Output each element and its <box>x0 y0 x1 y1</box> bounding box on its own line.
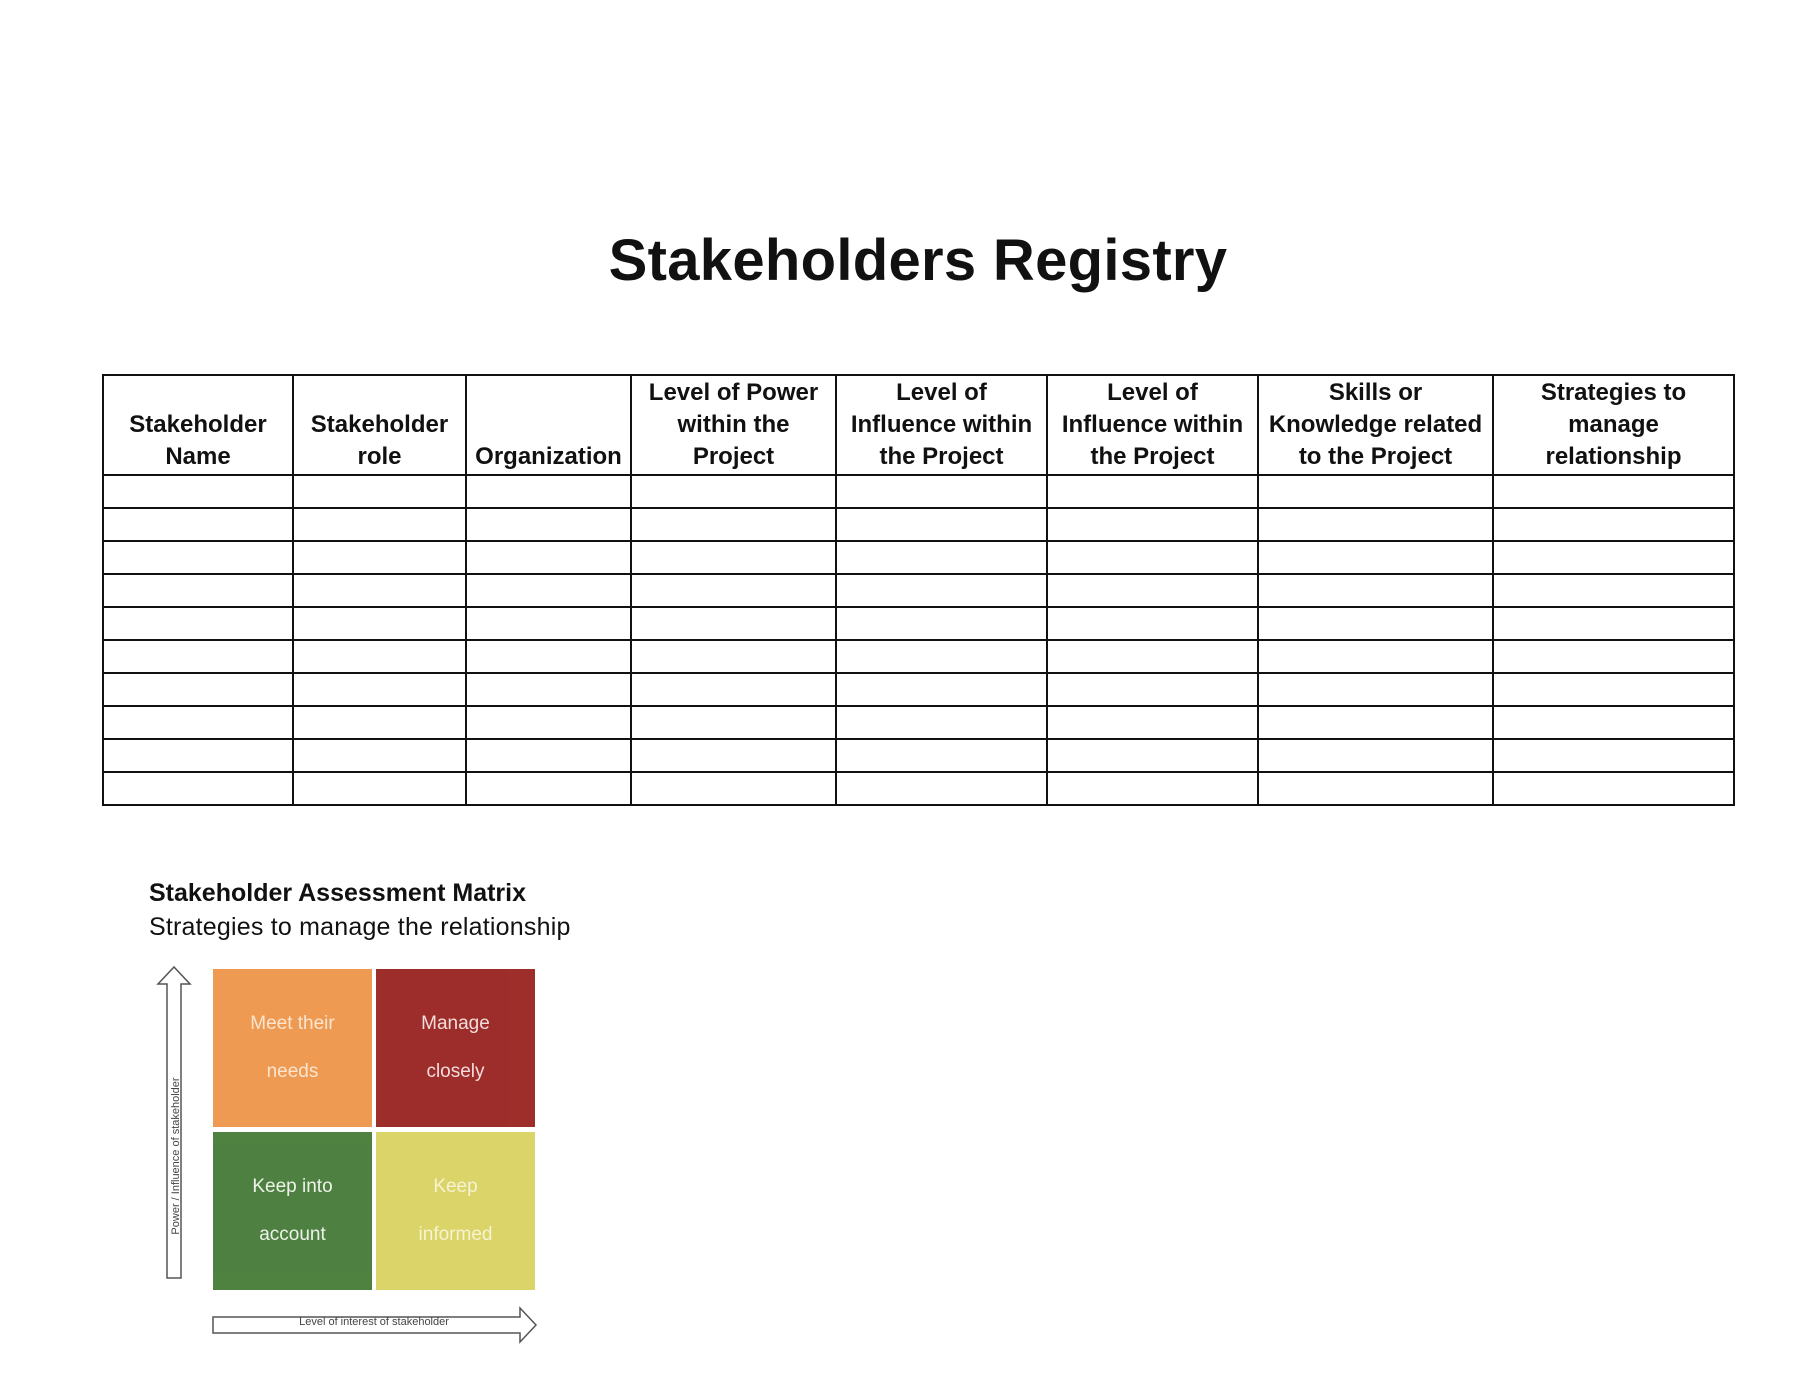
table-cell[interactable] <box>293 640 466 673</box>
header-line: Influence within <box>850 411 1033 438</box>
table-cell[interactable] <box>1258 574 1493 607</box>
table-cell[interactable] <box>1493 739 1734 772</box>
header-line: within the <box>677 411 790 438</box>
table-cell[interactable] <box>1258 640 1493 673</box>
table-cell[interactable] <box>103 772 293 805</box>
table-cell[interactable] <box>103 475 293 508</box>
table-cell[interactable] <box>631 508 836 541</box>
quadrant-label-line: needs <box>266 1061 319 1082</box>
table-cell[interactable] <box>103 607 293 640</box>
header-line: the Project <box>879 443 1004 470</box>
table-cell[interactable] <box>103 541 293 574</box>
table-row <box>103 706 1734 739</box>
table-cell[interactable] <box>293 574 466 607</box>
table-cell[interactable] <box>466 640 631 673</box>
table-cell[interactable] <box>466 706 631 739</box>
column-header-stakeholder-name <box>103 375 293 475</box>
table-cell[interactable] <box>836 640 1047 673</box>
table-cell[interactable] <box>103 739 293 772</box>
table-cell[interactable] <box>631 541 836 574</box>
header-line: Skills or <box>1328 379 1423 406</box>
table-cell[interactable] <box>293 739 466 772</box>
table-cell[interactable] <box>1047 640 1258 673</box>
table-cell[interactable] <box>631 475 836 508</box>
table-cell[interactable] <box>293 706 466 739</box>
table-cell[interactable] <box>1047 706 1258 739</box>
table-cell[interactable] <box>631 574 836 607</box>
table-cell[interactable] <box>293 475 466 508</box>
table-cell[interactable] <box>103 508 293 541</box>
table-cell[interactable] <box>631 739 836 772</box>
header-line: Influence within <box>1061 411 1244 438</box>
table-cell[interactable] <box>293 541 466 574</box>
table-cell[interactable] <box>1258 772 1493 805</box>
table-row <box>103 574 1734 607</box>
table-cell[interactable] <box>1493 640 1734 673</box>
quadrant-label-line: Manage <box>421 1013 490 1034</box>
header-line: Name <box>165 443 231 470</box>
matrix-subheading: Strategies to manage the relationship <box>149 913 571 941</box>
table-row <box>103 739 1734 772</box>
column-header-strategies <box>1493 375 1734 475</box>
table-row <box>103 607 1734 640</box>
table-cell[interactable] <box>1493 508 1734 541</box>
table-cell[interactable] <box>836 574 1047 607</box>
table-cell[interactable] <box>1047 607 1258 640</box>
table-cell[interactable] <box>1047 673 1258 706</box>
table-cell[interactable] <box>1493 475 1734 508</box>
header-line: Level of Power <box>648 379 819 406</box>
table-cell[interactable] <box>103 706 293 739</box>
quadrant-label-line: account <box>259 1224 326 1245</box>
table-cell[interactable] <box>466 475 631 508</box>
table-cell[interactable] <box>836 772 1047 805</box>
table-cell[interactable] <box>836 475 1047 508</box>
table-cell[interactable] <box>1047 574 1258 607</box>
table-cell[interactable] <box>836 739 1047 772</box>
matrix-heading: Stakeholder Assessment Matrix <box>149 879 527 907</box>
header-line: Stakeholder <box>310 411 449 438</box>
table-cell[interactable] <box>293 673 466 706</box>
table-row <box>103 508 1734 541</box>
header-line: manage <box>1568 411 1659 438</box>
table-cell[interactable] <box>1493 541 1734 574</box>
table-cell[interactable] <box>1493 673 1734 706</box>
header-line: Level of <box>1107 379 1198 406</box>
table-cell[interactable] <box>1047 475 1258 508</box>
table-cell[interactable] <box>631 673 836 706</box>
header-line: Project <box>692 443 775 470</box>
table-cell[interactable] <box>836 541 1047 574</box>
table-cell[interactable] <box>466 607 631 640</box>
quadrant-manage-closely <box>376 969 535 1127</box>
table-row <box>103 475 1734 508</box>
table-row <box>103 772 1734 805</box>
table-cell[interactable] <box>466 739 631 772</box>
quadrant-meet-their-needs <box>213 969 372 1127</box>
table-cell[interactable] <box>1047 739 1258 772</box>
table-cell[interactable] <box>293 772 466 805</box>
quadrant-label-line: Keep <box>433 1176 478 1197</box>
table-header-row <box>103 375 1734 475</box>
table-cell[interactable] <box>631 706 836 739</box>
quadrant-label-line: closely <box>426 1061 485 1082</box>
table-cell[interactable] <box>1047 508 1258 541</box>
table-row <box>103 673 1734 706</box>
table-cell[interactable] <box>1047 541 1258 574</box>
column-header-stakeholder-role <box>293 375 466 475</box>
table-cell[interactable] <box>466 574 631 607</box>
table-cell[interactable] <box>103 574 293 607</box>
table-cell[interactable] <box>293 508 466 541</box>
table-cell[interactable] <box>1258 607 1493 640</box>
table-cell[interactable] <box>631 607 836 640</box>
registry-table-body <box>103 475 1734 805</box>
column-header-organization <box>466 375 631 475</box>
table-cell[interactable] <box>1493 772 1734 805</box>
table-cell[interactable] <box>1493 706 1734 739</box>
table-cell[interactable] <box>466 673 631 706</box>
table-cell[interactable] <box>466 508 631 541</box>
table-cell[interactable] <box>466 772 631 805</box>
table-cell[interactable] <box>1258 508 1493 541</box>
table-cell[interactable] <box>1047 772 1258 805</box>
table-cell[interactable] <box>1493 607 1734 640</box>
quadrant-label-line: Keep into <box>252 1176 333 1197</box>
header-line: Knowledge related <box>1268 411 1483 438</box>
table-cell[interactable] <box>836 706 1047 739</box>
table-cell[interactable] <box>1258 475 1493 508</box>
header-line: Organization <box>475 443 622 470</box>
table-cell[interactable] <box>631 772 836 805</box>
column-header-level-of-influence-2 <box>1047 375 1258 475</box>
header-line: role <box>357 443 402 470</box>
column-header-skills-or-knowledge <box>1258 375 1493 475</box>
page-title: Stakeholders Registry <box>608 228 1228 293</box>
table-cell[interactable] <box>631 640 836 673</box>
header-line: the Project <box>1090 443 1215 470</box>
table-cell[interactable] <box>293 607 466 640</box>
quadrant-label-line: Meet their <box>250 1013 335 1034</box>
header-line: Stakeholder <box>129 411 267 438</box>
table-cell[interactable] <box>836 607 1047 640</box>
table-cell[interactable] <box>836 673 1047 706</box>
y-axis-label: Power / Influence of stakeholder <box>170 1077 182 1235</box>
table-cell[interactable] <box>103 640 293 673</box>
header-line: Level of <box>896 379 987 406</box>
header-line: Strategies to <box>1540 379 1687 406</box>
quadrant-keep-into-account <box>213 1132 372 1290</box>
table-cell[interactable] <box>1258 706 1493 739</box>
stakeholders-registry-table <box>102 374 1735 806</box>
quadrant-label-line: informed <box>418 1224 493 1245</box>
header-line: to the Project <box>1298 443 1453 470</box>
quadrant-keep-informed <box>376 1132 535 1290</box>
table-cell[interactable] <box>1258 739 1493 772</box>
stakeholder-assessment-matrix <box>150 966 550 1346</box>
table-row <box>103 541 1734 574</box>
table-row <box>103 640 1734 673</box>
table-cell[interactable] <box>1258 541 1493 574</box>
table-cell[interactable] <box>103 673 293 706</box>
x-axis-label: Level of interest of stakeholder <box>299 1316 449 1328</box>
column-header-level-of-power <box>631 375 836 475</box>
column-header-level-of-influence-1 <box>836 375 1047 475</box>
table-cell[interactable] <box>836 508 1047 541</box>
table-cell[interactable] <box>1258 673 1493 706</box>
header-line: relationship <box>1545 443 1682 470</box>
table-cell[interactable] <box>466 541 631 574</box>
table-cell[interactable] <box>1493 574 1734 607</box>
